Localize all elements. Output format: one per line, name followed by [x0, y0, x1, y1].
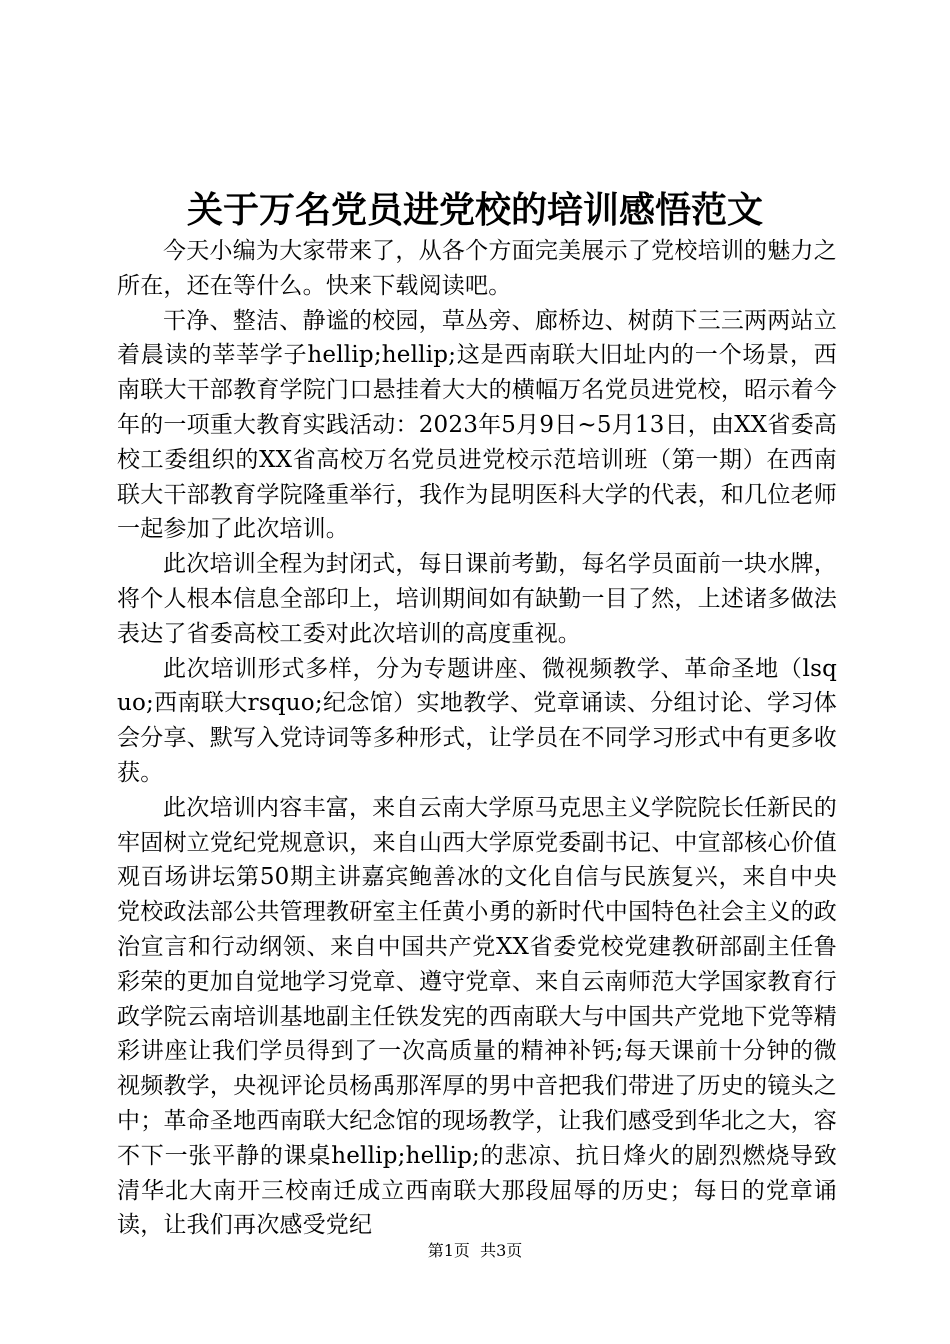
paragraph-training-forms: 此次培训形式多样，分为专题讲座、微视频教学、革命圣地（lsquo;西南联大rsquo;纪念馆）实地教学、党章诵读、分组讨论、学习体会分享、默写入党诗词等多种形式，让学员在不同学习形式中有更多收获。 [117, 655, 837, 786]
paragraph-campus-scene: 干净、整洁、静谧的校园，草丛旁、廊桥边、树荫下三三两两站立着晨读的莘莘学子hellip;hellip;这是西南联大旧址内的一个场景，西南联大干部教育学院门口悬挂着大大的横幅万名党员进党校，昭示着今年的一项重大教育实践活动：2023年5月9日~5月13日，由XX省委高校工委组织的XX省高校万名党员进党校示范培训班（第一期）在西南联大干部教育学院隆重举行，我作为昆明医科大学的代表，和几位老师一起参加了此次培训。 [117, 307, 837, 543]
paragraph-intro: 今天小编为大家带来了，从各个方面完美展示了党校培训的魅力之所在，还在等什么。快来下载阅读吧。 [117, 238, 837, 299]
paragraph-closed-training: 此次培训全程为封闭式，每日课前考勤，每名学员面前一块水牌，将个人根本信息全部印上，培训期间如有缺勤一目了然，上述诸多做法表达了省委高校工委对此次培训的高度重视。 [117, 551, 837, 647]
document-title: 关于万名党员进党校的培训感悟范文 [186, 189, 763, 231]
document-body [117, 234, 837, 1243]
page-indicator: 第1页 共3页 [427, 1241, 523, 1260]
paragraph-training-content: 此次培训内容丰富，来自云南大学原马克思主义学院院长任新民的牢固树立党纪党规意识，来自山西大学原党委副书记、中宣部核心价值观百场讲坛第50期主讲嘉宾鲍善冰的文化自信与民族复兴，来自中央党校政法部公共管理教研室主任黄小勇的新时代中国特色社会主义的政治宣言和行动纲领、来自中国共产党XX省委党校党建教研部副主任鲁彩荣的更加自觉地学习党章、遵守党章、来自云南师范大学国家教育行政学院云南培训基地副主任铁发宪的西南联大与中国共产党地下党等精彩讲座让我们学员得到了一次高质量的精神补钙;每天课前十分钟的微视频教学，央视评论员杨禹那浑厚的男中音把我们带进了历史的镜头之中；革命圣地西南联大纪念馆的现场教学，让我们感受到华北之大，容不下一张平静的课桌hellip;hellip;的悲凉、抗日烽火的剧烈燃烧导致清华北大南开三校南迁成立西南联大那段屈辱的历史；每日的党章诵读，让我们再次感受党纪 [117, 794, 837, 1239]
